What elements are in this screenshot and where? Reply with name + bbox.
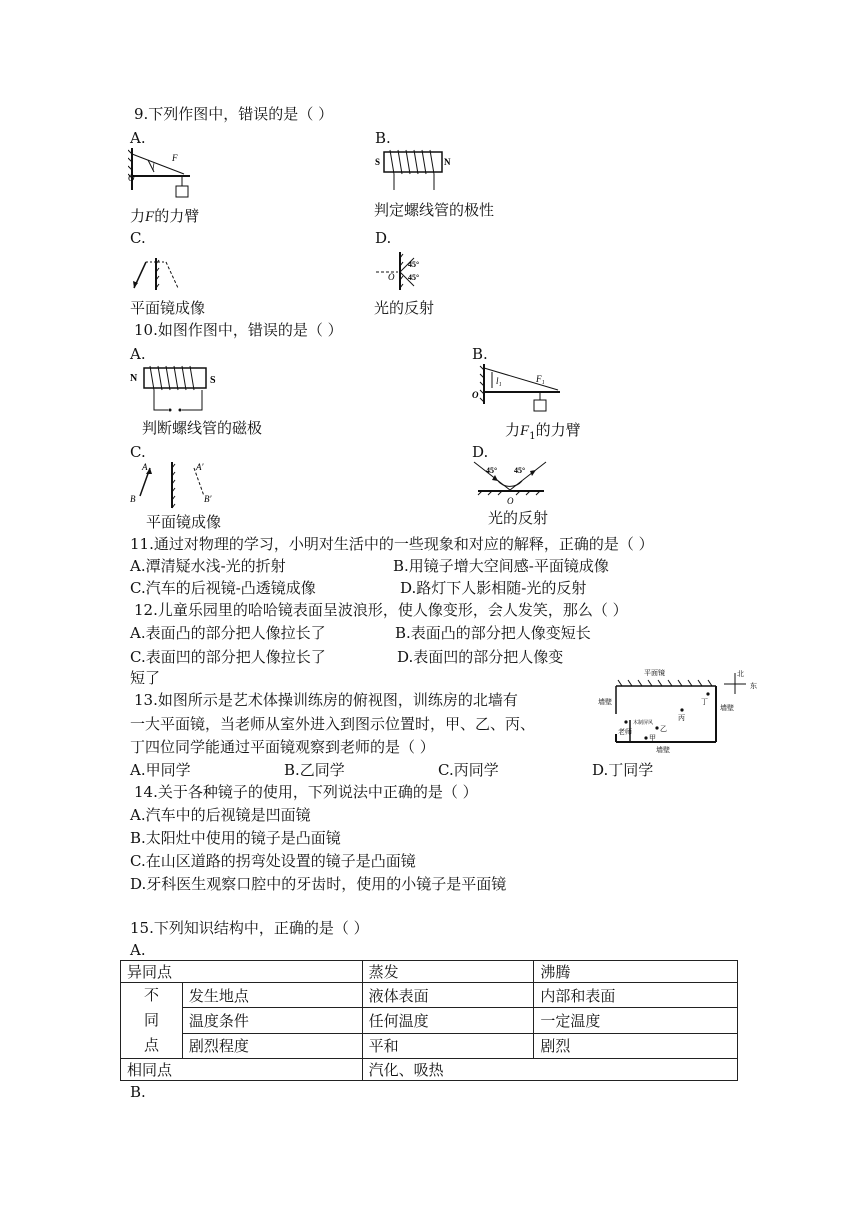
q13-door-label: 木制屏风	[633, 721, 654, 726]
q9-a-l-label: l	[152, 162, 155, 172]
table-cell: 剧烈程度	[182, 1033, 362, 1058]
q9-a-lever-figure	[128, 146, 208, 202]
q13-stem-line1: 13.如图所示是艺术体操训练房的俯视图，训练房的北墙有	[134, 691, 518, 709]
q13-yi-label: 乙	[660, 725, 667, 733]
q15-knowledge-table	[120, 960, 738, 1081]
table-header-cell: 沸腾	[534, 961, 738, 983]
q15-option-a-letter: A.	[130, 941, 146, 959]
q12-option-c: C.表面凹的部分把人像拉长了	[130, 648, 326, 666]
q13-bing-label: 丙	[678, 714, 685, 722]
q10-c-mirror-figure	[128, 460, 218, 510]
q9-option-b-letter: B.	[375, 129, 391, 147]
q9-option-d-caption: 光的反射	[374, 299, 435, 317]
q13-jia-label: 甲	[649, 734, 656, 742]
q9-b-solenoid-figure	[372, 146, 462, 196]
q11-option-a: A.潭清疑水浅-光的折射	[130, 557, 286, 575]
q12-option-b: B.表面凸的部分把人像变短长	[395, 624, 591, 642]
q10-option-b-caption: 力$F_1$的力臂	[505, 421, 581, 442]
q13-north-label: 北	[737, 670, 744, 678]
q10-d-angle1-label: 45°	[486, 466, 498, 475]
q14-option-d: D.牙科医生观察口腔中的牙齿时，使用的小镜子是平面镜	[130, 875, 507, 893]
q10-option-a-caption: 判断螺线管的磁极	[142, 419, 263, 437]
q9-option-d-letter: D.	[375, 229, 392, 247]
q10-a-s-label: S	[210, 375, 216, 386]
q11-option-b: B.用镜子增大空间感-平面镜成像	[393, 557, 609, 575]
q10-c-b-label: B	[130, 494, 136, 504]
table-row	[121, 1033, 738, 1058]
table-row	[121, 1008, 738, 1033]
q10-d-angle2-label: 45°	[514, 466, 526, 475]
q9-option-a-caption: 力F的力臂	[130, 207, 200, 225]
q10-d-reflection-figure	[470, 460, 560, 508]
q10-option-b-letter: B.	[472, 345, 488, 363]
q9-a-o-label: O	[128, 173, 135, 183]
q10-stem: 10.如图作图中，错误的是（ ）	[134, 321, 343, 339]
q10-option-c-letter: C.	[130, 443, 146, 461]
table-cell: 发生地点	[182, 983, 362, 1008]
q9-d-o-label: O	[388, 272, 395, 282]
q10-b-o-label: O	[472, 390, 479, 400]
q12-option-d-line1: D.表面凹的部分把人像变	[397, 648, 564, 666]
q10-option-a-letter: A.	[130, 345, 146, 363]
q10-c-a2-label: A′	[196, 462, 204, 472]
table-header-cell: 异同点	[121, 961, 363, 983]
table-diff-cell: 不 同 点	[121, 983, 183, 1059]
q15-option-b-letter: B.	[130, 1083, 146, 1101]
table-cell: 内部和表面	[534, 983, 738, 1008]
q14-option-a: A.汽车中的后视镜是凹面镜	[130, 806, 311, 824]
table-header-cell: 蒸发	[362, 961, 534, 983]
q11-option-c: C.汽车的后视镜-凸透镜成像	[130, 579, 316, 597]
q10-b-f-label: F₁	[536, 374, 545, 384]
q11-option-d: D.路灯下人影相随-光的反射	[400, 579, 587, 597]
q9-c-mirror-figure	[128, 248, 188, 292]
q13-stem-line2: 一大平面镜，当老师从室外进入到图示位置时，甲、乙、丙、	[130, 715, 536, 733]
q11-stem: 11.通过对物理的学习，小明对生活中的一些现象和对应的解释，正确的是（ ）	[130, 535, 654, 553]
q10-option-d-caption: 光的反射	[488, 509, 549, 527]
q12-option-d-line2: 短了	[130, 669, 161, 687]
q12-stem: 12.儿童乐园里的哈哈镜表面呈波浪形，使人像变形，会人发笑，那么（ ）	[134, 601, 628, 619]
q13-option-c: C.丙同学	[438, 761, 499, 779]
q9-option-a-letter: A.	[130, 129, 146, 147]
q9-option-c-letter: C.	[130, 229, 146, 247]
q10-a-solenoid-figure	[126, 362, 226, 416]
q13-wall-left-label: 墙壁	[598, 698, 612, 706]
table-cell: 一定温度	[534, 1008, 738, 1033]
q13-stem-line3: 丁四位同学能通过平面镜观察到老师的是（ ）	[130, 738, 435, 756]
q10-c-a-label: A	[142, 462, 148, 472]
table-cell: 液体表面	[362, 983, 534, 1008]
q9-stem: 9.下列作图中，错误的是（ ）	[134, 105, 334, 123]
q9-d-reflection-figure	[372, 250, 432, 292]
q10-b-lever-figure	[470, 362, 565, 420]
q10-option-c-caption: 平面镜成像	[146, 513, 222, 531]
table-row	[121, 961, 738, 983]
q13-option-b: B.乙同学	[284, 761, 345, 779]
q9-option-b-caption: 判定螺线管的极性	[374, 201, 495, 219]
table-cell: 温度条件	[182, 1008, 362, 1033]
table-cell: 平和	[362, 1033, 534, 1058]
q9-a-f-label: F	[172, 153, 178, 163]
q13-wall-right-label: 墙壁	[720, 704, 734, 712]
table-row	[121, 983, 738, 1008]
q9-d-angle1-label: 45°	[408, 260, 420, 269]
q13-floor-plan-figure	[596, 664, 766, 756]
q9-b-s-label: S	[375, 157, 381, 167]
q13-mirror-label: 平面镜	[644, 669, 665, 677]
q9-option-c-caption: 平面镜成像	[130, 299, 206, 317]
q13-teacher-label: 老师	[618, 728, 632, 736]
q10-c-b2-label: B′	[204, 494, 212, 504]
q10-a-n-label: N	[130, 373, 138, 384]
q13-ding-label: 丁	[701, 698, 708, 706]
q10-d-o-label: O	[507, 496, 514, 506]
q14-option-c: C.在山区道路的拐弯处设置的镜子是凸面镜	[130, 852, 416, 870]
table-cell: 任何温度	[362, 1008, 534, 1033]
q13-wall-bottom-label: 墙壁	[656, 746, 670, 754]
q13-option-d: D.丁同学	[592, 761, 654, 779]
q10-option-d-letter: D.	[472, 443, 489, 461]
q13-option-a: A.甲同学	[130, 761, 191, 779]
q15-stem: 15.下列知识结构中，正确的是（ ）	[130, 919, 369, 937]
q9-d-angle2-label: 45°	[408, 273, 420, 282]
table-row	[121, 1059, 738, 1081]
q14-option-b: B.太阳灶中使用的镜子是凸面镜	[130, 829, 341, 847]
q14-stem: 14.关于各种镜子的使用，下列说法中正确的是（ ）	[134, 783, 478, 801]
table-cell: 相同点	[121, 1059, 363, 1081]
q10-b-l-label: l₁	[496, 376, 502, 386]
q13-east-label: 东	[750, 682, 757, 690]
q12-option-a: A.表面凸的部分把人像拉长了	[130, 624, 326, 642]
table-cell: 汽化、吸热	[362, 1059, 737, 1081]
q9-b-n-label: N	[444, 157, 451, 167]
table-cell: 剧烈	[534, 1033, 738, 1058]
